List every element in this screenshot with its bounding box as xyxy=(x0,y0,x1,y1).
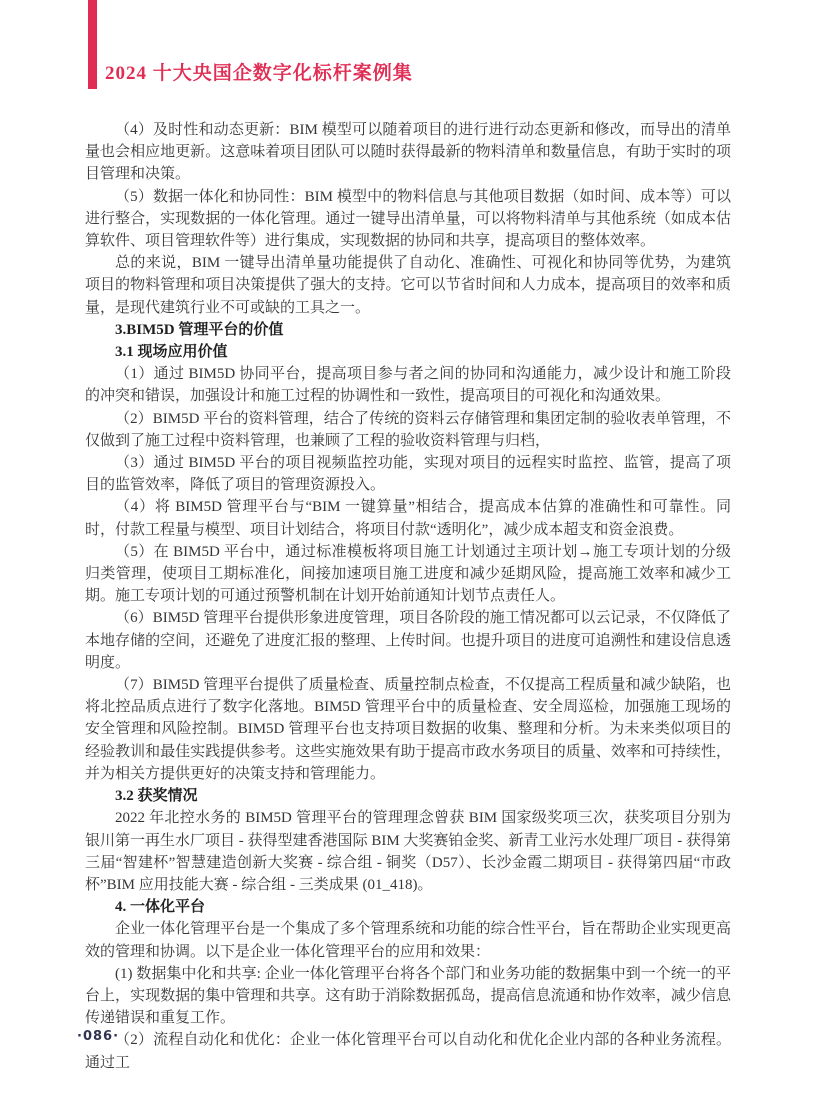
body-paragraph: （4）及时性和动态更新：BIM 模型可以随着项目的进行进行动态更新和修改，而导出的清单量也会相应地更新。这意味着项目团队可以随时获得最新的物料清单和数量信息，有助于实时的项目管理和决策。 xyxy=(85,122,731,183)
header-accent-bar xyxy=(88,0,97,89)
body-paragraph: 2022 年北控水务的 BIM5D 管理平台的管理理念曾获 BIM 国家级奖项三次，获奖项目分别为银川第一再生水厂项目 - 获得型建香港国际 BIM 大奖赛铂金奖、新青工业污水处理厂项目 - 获得第三届“智建杯”智慧建造创新大奖赛 - 综合组 - 铜奖（D57）、长沙金霞二期项目 - 获得第四届“市政杯”BIM 应用技能大赛 - 综合组 - 三类成果 (01_418)。 xyxy=(85,810,731,893)
body-paragraph: （4）将 BIM5D 管理平台与“BIM 一键算量”相结合，提高成本估算的准确性和可靠性。同时，付款工程量与模型、项目计划结合，将项目付款“透明化”，减少成本超支和资金浪费。 xyxy=(85,499,731,538)
document-body xyxy=(85,119,731,1074)
section-heading: 4. 一体化平台 xyxy=(115,899,206,916)
section-heading: 3.2 获奖情况 xyxy=(115,788,198,805)
body-paragraph: （5）在 BIM5D 平台中，通过标准模板将项目施工计划通过主项计划→施工专项计划的分级归类管理，使项目工期标准化，间接加速项目施工进度和减少延期风险，提高施工效率和减少工期。施工专项计划的可通过预警机制在计划开始前通知计划节点责任人。 xyxy=(85,543,731,605)
document-header-title: 2024 十大央国企数字化标杆案例集 xyxy=(105,63,413,84)
section-heading: 3.BIM5D 管理平台的价值 xyxy=(115,321,284,338)
body-paragraph: （5）数据一体化和协同性：BIM 模型中的物料信息与其他项目数据（如时间、成本等）可以进行整合，实现数据的一体化管理。通过一键导出清单量，可以将物料清单与其他系统（如成本估算软件、项目管理软件等）进行集成，实现数据的协同和共享，提高项目的整体效率。 xyxy=(85,188,731,250)
body-paragraph: (1) 数据集中化和共享: 企业一体化管理平台将各个部门和业务功能的数据集中到一个统一的平台上，实现数据的集中管理和共享。这有助于消除数据孤岛，提高信息流通和协作效率，减少信息传递错误和重复工作。 xyxy=(85,965,731,1027)
body-paragraph: （1）通过 BIM5D 协同平台，提高项目参与者之间的协同和沟通能力，减少设计和施工阶段的冲突和错误，加强设计和施工过程的协调性和一致性，提高项目的可视化和沟通效果。 xyxy=(85,366,731,405)
section-heading: 3.1 现场应用价值 xyxy=(115,344,228,361)
body-paragraph: （2）BIM5D 平台的资料管理，结合了传统的资料云存储管理和集团定制的验收表单管理，不仅做到了施工过程中资料管理，也兼顾了工程的验收资料管理与归档， xyxy=(85,410,731,449)
body-paragraph: （2）流程自动化和优化：企业一体化管理平台可以自动化和优化企业内部的各种业务流程。通过工 xyxy=(85,1032,731,1071)
page-number: ·086· xyxy=(77,1029,120,1044)
body-paragraph: （7）BIM5D 管理平台提供了质量检查、质量控制点检查，不仅提高工程质量和减少缺陷，也将北控品质点进行了数字化落地。BIM5D 管理平台中的质量检查、安全周巡检，加强施工现场的安全管理和风险控制。BIM5D 管理平台也支持项目数据的收集、整理和分析。为未来类似项目的经验教训和最佳实践提供参考。这些实施效果有助于提高市政水务项目的质量、效率和可持续性，并为相关方提供更好的决策支持和管理能力。 xyxy=(85,677,731,782)
body-paragraph: 企业一体化管理平台是一个集成了多个管理系统和功能的综合性平台，旨在帮助企业实现更高效的管理和协调。以下是企业一体化管理平台的应用和效果： xyxy=(85,921,731,960)
body-paragraph: （6）BIM5D 管理平台提供形象进度管理，项目各阶段的施工情况都可以云记录，不仅降低了本地存储的空间，还避免了进度汇报的整理、上传时间。也提升项目的进度可追溯性和建设信息透明度。 xyxy=(85,610,731,671)
body-paragraph: （3）通过 BIM5D 平台的项目视频监控功能，实现对项目的远程实时监控、监管，提高了项目的监管效率，降低了项目的管理资源投入。 xyxy=(85,455,731,494)
body-paragraph: 总的来说，BIM 一键导出清单量功能提供了自动化、准确性、可视化和协同等优势，为建筑项目的物料管理和项目决策提供了强大的支持。它可以节省时间和人力成本，提高项目的效率和质量，是现代建筑行业不可或缺的工具之一。 xyxy=(85,255,731,316)
